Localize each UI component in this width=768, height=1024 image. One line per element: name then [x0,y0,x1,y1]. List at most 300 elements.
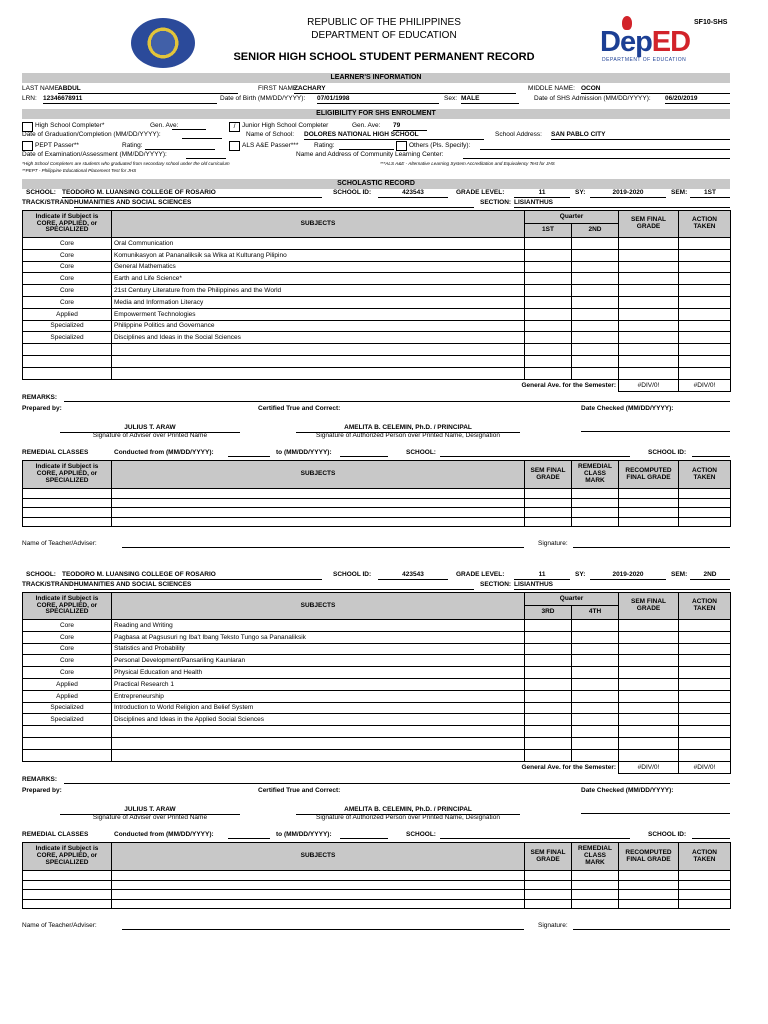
remedial-row [23,899,731,909]
action-taken[interactable] [679,273,731,285]
remedial-school-field[interactable] [440,456,630,457]
adviser-signature-caption: Signature of Adviser over Printed Name [92,432,208,439]
subject-type: Core [23,643,112,655]
remedial-school-id-field[interactable] [692,838,730,839]
to-field[interactable] [340,838,388,839]
quarter-1-grade[interactable] [525,332,572,344]
subject-type: Applied [23,690,112,702]
quarter-2-grade[interactable] [572,332,619,344]
to-field[interactable] [340,456,388,457]
section-label: SECTION: [480,581,512,588]
jhs-completer-checkbox[interactable]: / [229,122,240,132]
subject-type: Core [23,238,112,250]
quarter-2-grade[interactable] [572,273,619,285]
quarter-2-grade[interactable] [572,308,619,320]
sem-final-grade[interactable] [619,667,679,679]
others-checkbox[interactable] [396,141,407,151]
subject-row [23,332,731,344]
lrn-value: 12346678911 [43,96,217,104]
sem-final-grade[interactable] [619,332,679,344]
school-label: SCHOOL: [26,571,56,578]
remedial-label: REMEDIAL CLASSES [22,449,89,456]
subject-name: Personal Development/Pansariling Kaunlaran [112,655,525,667]
remedial-school-field[interactable] [440,838,630,839]
grad-date-field[interactable] [182,138,222,139]
principal-signature-caption: Signature of Authorized Person over Printed Name, Designation [316,814,500,821]
quarter-2-header: 4TH [572,606,619,620]
remedial-row [23,880,731,890]
recomputed-header: RECOMPUTED FINAL GRADE [619,843,679,871]
certified-label: Certified True and Correct: [258,405,341,412]
quarter-header: Quarter [525,211,619,224]
general-average-row [23,379,731,391]
adviser-name: JULIUS T. ARAW [60,807,240,815]
adviser-signature-caption: Signature of Adviser over Printed Name [92,814,208,821]
sem-final-grade[interactable] [619,702,679,714]
quarter-2-grade[interactable] [572,249,619,261]
sem-final-grade[interactable] [619,261,679,273]
action-taken[interactable] [679,332,731,344]
sy-label: SY: [575,571,586,578]
remarks-label: REMARKS: [22,394,58,401]
middle-name-label: MIDDLE NAME: [528,85,575,92]
sem-final-grade[interactable] [619,285,679,297]
subject-type: Specialized [23,332,112,344]
quarter-2-grade[interactable] [572,261,619,273]
school-address-value: SAN PABLO CITY [551,132,730,140]
section-value: LISIANTHUS [514,200,730,208]
rem-sem-final-header: SEM FINAL GRADE [525,461,572,489]
jhs-gen-ave-value: 79 [393,123,427,131]
remedial-table [22,842,731,909]
track-label: TRACK/STRAND: [22,581,76,588]
quarter-2-grade[interactable] [572,285,619,297]
quarter-2-grade[interactable] [572,238,619,250]
action-taken[interactable] [679,285,731,297]
scholastic-bar: SCHOLASTIC RECORD [22,179,730,189]
rem-indicate-header: Indicate if Subject is CORE, APPLIED, or SPECIALIZED [23,843,112,871]
subject-name: Disciplines and Ideas in the Social Sciences [112,332,525,344]
form-code: SF10-SHS [694,19,728,26]
sem-final-grade[interactable] [619,690,679,702]
subject-type: Specialized [23,714,112,726]
quarter-1-grade[interactable] [525,296,572,308]
signature-label: Signature: [538,540,568,547]
grad-date-label: Date of Graduation/Completion (MM/DD/YYYY): [22,131,161,138]
department-heading: DEPARTMENT OF EDUCATION [311,30,457,41]
general-average-row [23,761,731,773]
track-value: HUMANITIES AND SOCIAL SCIENCES [74,200,474,208]
quarter-1-header: 3RD [525,606,572,620]
remarks-field[interactable] [64,401,730,402]
subject-row [23,261,731,273]
remedial-mark-header: REMEDIAL CLASS MARK [572,461,619,489]
teacher-label: Name of Teacher/Adviser: [22,540,97,547]
sem-value: 1ST [690,190,730,198]
signature-field[interactable] [573,929,730,930]
general-average-action: #DIV/0! [679,379,731,391]
section-label: SECTION: [480,199,512,206]
subject-row [23,285,731,297]
quarter-2-grade[interactable] [572,714,619,726]
admission-value: 06/20/2019 [665,96,730,104]
rem-subjects-header: SUBJECTS [112,461,525,489]
school-id-value: 423543 [378,190,448,198]
remedial-table [22,460,731,527]
school-name-value: DOLORES NATIONAL HIGH SCHOOL [304,132,484,140]
quarter-1-grade[interactable] [525,238,572,250]
principal-signature-caption: Signature of Authorized Person over Printed Name, Designation [316,432,500,439]
exam-date-label: Date of Examination/Assessment (MM/DD/YYYY): [22,151,167,158]
subject-type: Core [23,620,112,632]
note-als: ***ALS A&E - Alternative Learning System Accreditation and Equivalency Test for JHS [380,161,555,166]
action-taken[interactable] [679,296,731,308]
prepared-by-label: Prepared by: [22,787,62,794]
date-checked-label: Date Checked (MM/DD/YYYY): [581,405,674,412]
form-title: SENIOR HIGH SCHOOL STUDENT PERMANENT RECORD [233,51,535,63]
first-name-label: FIRST NAME: [258,85,300,92]
remedial-row [23,517,731,527]
middle-name-value: OCON [581,86,730,94]
subject-row-blank [23,749,731,761]
action-taken[interactable] [679,690,731,702]
remedial-row [23,489,731,499]
sem-label: SEM: [671,189,688,196]
grade-level-label: GRADE LEVEL: [456,189,505,196]
indicate-header: Indicate if Subject is CORE, APPLIED, or SPECIALIZED [23,593,112,620]
subject-name: 21st Century Literature from the Philippines and the World [112,285,525,297]
sem-final-grade[interactable] [619,631,679,643]
rem-indicate-header: Indicate if Subject is CORE, APPLIED, or SPECIALIZED [23,461,112,489]
action-taken[interactable] [679,714,731,726]
subject-name: Media and Information Literacy [112,296,525,308]
action-header: ACTION TAKEN [679,593,731,620]
quarter-1-grade[interactable] [525,261,572,273]
remedial-school-label: SCHOOL: [406,449,436,456]
track-label: TRACK/STRAND: [22,199,76,206]
quarter-1-grade[interactable] [525,320,572,332]
remedial-label: REMEDIAL CLASSES [22,831,89,838]
prepared-by-label: Prepared by: [22,405,62,412]
indicate-header: Indicate if Subject is CORE, APPLIED, or SPECIALIZED [23,211,112,238]
last-name-label: LAST NAME: [22,85,61,92]
subject-row [23,249,731,261]
date-checked-label: Date Checked (MM/DD/YYYY): [581,787,674,794]
subject-row [23,308,731,320]
als-label: ALS A&E Passer*** [242,142,299,149]
sem-final-grade[interactable] [619,655,679,667]
subject-name: Komunikasyon at Pananaliksik sa Wika at Kulturang Pilipino [112,249,525,261]
teacher-field[interactable] [122,929,524,930]
last-name-value: ABDUL [58,86,238,94]
action-taken[interactable] [679,238,731,250]
conducted-from-field[interactable] [228,456,270,457]
rem-subjects-header: SUBJECTS [112,843,525,871]
recomputed-header: RECOMPUTED FINAL GRADE [619,461,679,489]
quarter-2-grade[interactable] [572,631,619,643]
grade-level-value: 11 [514,572,570,580]
quarter-2-grade[interactable] [572,690,619,702]
action-header: ACTION TAKEN [679,211,731,238]
to-label: to (MM/DD/YYYY): [276,831,332,838]
quarter-2-grade[interactable] [572,620,619,632]
subject-name: Earth and Life Science* [112,273,525,285]
subject-name: Entrepreneurship [112,690,525,702]
quarter-2-grade[interactable] [572,702,619,714]
subject-row [23,643,731,655]
subject-row-blank [23,344,731,356]
quarter-1-grade[interactable] [525,273,572,285]
principal-name: AMELITA B. CELEMIN, Ph.D. / PRINCIPAL [296,425,520,433]
subject-type: Core [23,655,112,667]
dob-value: 07/01/1998 [317,96,439,104]
exam-date-field[interactable] [186,158,226,159]
quarter-1-grade[interactable] [525,308,572,320]
sem-final-header: SEM FINAL GRADE [619,211,679,238]
subjects-table [22,592,731,774]
subject-type: Applied [23,308,112,320]
quarter-2-grade[interactable] [572,667,619,679]
sem-final-grade[interactable] [619,249,679,261]
subject-type: Specialized [23,702,112,714]
others-field[interactable] [480,149,730,150]
sem-final-grade[interactable] [619,273,679,285]
pept-checkbox[interactable] [22,141,33,151]
action-taken[interactable] [679,249,731,261]
action-taken[interactable] [679,320,731,332]
quarter-2-grade[interactable] [572,296,619,308]
remedial-row [23,871,731,881]
certified-label: Certified True and Correct: [258,787,341,794]
grade-level-value: 11 [514,190,570,198]
subject-row-blank [23,737,731,749]
sem-label: SEM: [671,571,688,578]
quarter-2-grade[interactable] [572,678,619,690]
sem-final-grade[interactable] [619,643,679,655]
subject-row [23,296,731,308]
school-name-label: Name of School: [246,131,295,138]
subject-row [23,655,731,667]
quarter-1-grade[interactable] [525,690,572,702]
quarter-2-header: 2ND [572,224,619,238]
subject-type: Core [23,631,112,643]
subject-row [23,631,731,643]
action-taken[interactable] [679,308,731,320]
remarks-field[interactable] [64,783,730,784]
lrn-label: LRN: [22,95,37,102]
republic-heading: REPUBLIC OF THE PHILIPPINES [307,17,461,28]
pept-rating-field[interactable] [145,149,215,150]
quarter-2-grade[interactable] [572,655,619,667]
general-average-final: #DIV/0! [619,379,679,391]
jhs-gen-ave-label: Gen. Ave: [352,122,381,129]
sem-final-grade[interactable] [619,678,679,690]
sem-final-grade[interactable] [619,308,679,320]
quarter-1-grade[interactable] [525,631,572,643]
clc-field[interactable] [463,158,730,159]
quarter-1-grade[interactable] [525,678,572,690]
hs-gen-ave-label: Gen. Ave: [150,122,179,129]
teacher-field[interactable] [122,547,524,548]
school-label: SCHOOL: [26,189,56,196]
subjects-header: SUBJECTS [112,211,525,238]
subject-row-blank [23,726,731,738]
remedial-row [23,498,731,508]
date-checked-field[interactable] [581,813,730,814]
subject-row [23,238,731,250]
sem-final-grade[interactable] [619,620,679,632]
adviser-name: JULIUS T. ARAW [60,425,240,433]
deped-logo-subtitle: DEPARTMENT OF EDUCATION [602,57,687,63]
remarks-label: REMARKS: [22,776,58,783]
subject-row [23,320,731,332]
others-label: Others (Pls. Specify): [409,142,471,149]
rem-action-header: ACTION TAKEN [679,461,731,489]
sy-value: 2019-2020 [590,572,666,580]
sem-final-grade[interactable] [619,296,679,308]
teacher-label: Name of Teacher/Adviser: [22,922,97,929]
rem-action-header: ACTION TAKEN [679,843,731,871]
general-average-final: #DIV/0! [619,761,679,773]
hs-completer-label: High School Completer* [35,122,105,129]
rem-sem-final-header: SEM FINAL GRADE [525,843,572,871]
subject-type: Core [23,261,112,273]
quarter-2-grade[interactable] [572,320,619,332]
first-name-value: ZACHARY [294,86,516,94]
quarter-1-header: 1ST [525,224,572,238]
remedial-row [23,508,731,518]
action-taken[interactable] [679,620,731,632]
sem-final-grade[interactable] [619,714,679,726]
general-average-action: #DIV/0! [679,761,731,773]
note-pept: **PEPT - Philippine Educational Placement Test for JHS [22,168,137,173]
action-taken[interactable] [679,702,731,714]
school-value: TEODORO M. LUANSING COLLEGE OF ROSARIO [62,572,322,580]
conducted-from-label: Conducted from (MM/DD/YYYY): [114,449,214,456]
track-value: HUMANITIES AND SOCIAL SCIENCES [74,582,474,590]
hs-gen-ave-field[interactable] [172,129,206,130]
sem-value: 2ND [690,572,730,580]
subject-name: Disciplines and Ideas in the Applied Social Sciences [112,714,525,726]
subject-type: Core [23,273,112,285]
sy-label: SY: [575,189,586,196]
action-taken[interactable] [679,261,731,273]
remedial-school-id-field[interactable] [692,456,730,457]
school-id-value: 423543 [378,572,448,580]
sem-final-grade[interactable] [619,238,679,250]
subject-name: Reading and Writing [112,620,525,632]
eligibility-bar: ELIGIBILITY FOR SHS ENROLMENT [22,109,730,119]
sy-value: 2019-2020 [590,190,666,198]
admission-label: Date of SHS Admission (MM/DD/YYYY): [534,95,651,102]
deped-logo: DepED [600,26,691,58]
quarter-1-grade[interactable] [525,285,572,297]
school-id-label: SCHOOL ID: [333,571,372,578]
quarter-1-grade[interactable] [525,667,572,679]
subject-row-blank [23,355,731,367]
school-address-label: School Address: [495,131,542,138]
subject-row [23,273,731,285]
als-checkbox[interactable] [229,141,240,151]
quarter-header: Quarter [525,593,619,606]
subjects-table [22,210,731,392]
subject-name: Physical Education and Health [112,667,525,679]
dob-label: Date of Birth (MM/DD/YYYY): [220,95,306,102]
school-value: TEODORO M. LUANSING COLLEGE OF ROSARIO [62,190,322,198]
subject-row [23,667,731,679]
quarter-1-grade[interactable] [525,655,572,667]
subject-type: Core [23,285,112,297]
action-taken[interactable] [679,678,731,690]
clc-label: Name and Address of Community Learning Center: [296,151,444,158]
als-rating-label: Rating: [314,142,335,149]
remedial-school-label: SCHOOL: [406,831,436,838]
learner-info-bar: LEARNER'S INFORMATION [22,73,730,83]
school-id-label: SCHOOL ID: [333,189,372,196]
subject-type: Applied [23,678,112,690]
remedial-row [23,890,731,900]
signature-field[interactable] [573,547,730,548]
action-taken[interactable] [679,643,731,655]
section-value: LISIANTHUS [514,582,730,590]
subject-name: Oral Communication [112,238,525,250]
to-label: to (MM/DD/YYYY): [276,449,332,456]
quarter-2-grade[interactable] [572,643,619,655]
note-hs-completer: *High School Completers are students who graduated from secondary school under the old curriculum [22,161,230,166]
subject-name: Practical Research 1 [112,678,525,690]
subject-type: Core [23,249,112,261]
sem-final-grade[interactable] [619,320,679,332]
subject-row [23,690,731,702]
quarter-1-grade[interactable] [525,249,572,261]
subject-row [23,714,731,726]
als-rating-field[interactable] [339,149,394,150]
quarter-1-grade[interactable] [525,643,572,655]
action-taken[interactable] [679,667,731,679]
subject-name: Empowerment Technologies [112,308,525,320]
grade-level-label: GRADE LEVEL: [456,571,505,578]
general-average-label: General Ave. for the Semester: [23,761,619,773]
sem-final-header: SEM FINAL GRADE [619,593,679,620]
signature-label: Signature: [538,922,568,929]
general-average-label: General Ave. for the Semester: [23,379,619,391]
remedial-school-id-label: SCHOOL ID: [648,831,687,838]
action-taken[interactable] [679,655,731,667]
quarter-1-grade[interactable] [525,620,572,632]
subject-name: Pagbasa at Pagsusuri ng Iba't Ibang Teksto Tungo sa Pananaliksik [112,631,525,643]
sex-label: Sex: [444,95,458,102]
subject-name: General Mathematics [112,261,525,273]
subject-row [23,678,731,690]
pept-rating-label: Rating: [122,142,143,149]
subject-name: Statistics and Probability [112,643,525,655]
action-taken[interactable] [679,631,731,643]
conducted-from-label: Conducted from (MM/DD/YYYY): [114,831,214,838]
subject-row [23,620,731,632]
jhs-completer-label: Junior High School Completer [242,122,329,129]
quarter-1-grade[interactable] [525,714,572,726]
date-checked-field[interactable] [581,431,730,432]
conducted-from-field[interactable] [228,838,270,839]
principal-name: AMELITA B. CELEMIN, Ph.D. / PRINCIPAL [296,807,520,815]
subject-row-blank [23,367,731,379]
subjects-header: SUBJECTS [112,593,525,620]
remedial-school-id-label: SCHOOL ID: [648,449,687,456]
subject-name: Philippine Politics and Governance [112,320,525,332]
subject-type: Core [23,667,112,679]
quarter-1-grade[interactable] [525,702,572,714]
subject-type: Specialized [23,320,112,332]
